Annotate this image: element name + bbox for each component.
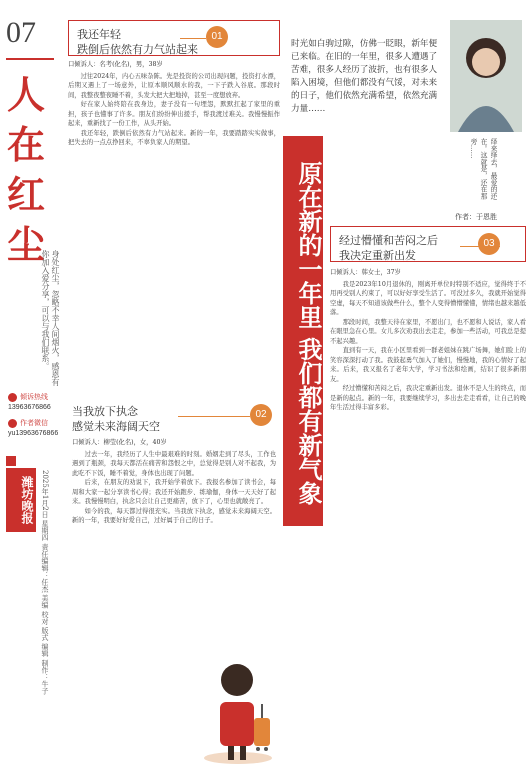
wechat-label: 作者微信	[20, 419, 48, 427]
title-rule	[178, 416, 250, 417]
phone-icon	[8, 393, 17, 402]
wechat-id: yu13963676866	[8, 430, 59, 437]
column-motto: 身处红尘，忽略不幸人间烟火，感恩有你加入爱分享，可以与我们联系。	[41, 250, 60, 386]
article-badge: 03	[478, 233, 500, 255]
article-title: 我还年轻 跌倒后依然有力气站起来	[77, 28, 198, 56]
author-portrait-image	[450, 20, 522, 132]
article-title: 经过懵懂和苦闷之后 我决定重新出发	[339, 234, 438, 262]
newspaper-logo: 潍坊晚报	[6, 468, 36, 532]
page-credits: 2025年1月2日 星期四 责任编辑：任杰 美编 校对 版式 编辑 制作：牛子	[41, 470, 49, 695]
quote-box	[283, 28, 451, 134]
article-1-body: 口倾诉人：名考(化名)，男，38岁 过往2024年，内心五味杂陈。先是投资的公司出现问题，投资打水漂，后期又遇上了一场意外，让原本顺风顺水的我，一下子跌入谷底。那段时间，我整夜整夜睡不着，头发大把大把地掉，甚至一度想放弃。 好在家人始终陪在我身边，妻子没有一句埋怨，默默扛起了家里的重担，孩子也懂事了许多。朋友们纷纷伸出援手，帮我渡过难关。我慢慢振作起来，重新找了一份工作，从头开始。 我还年轻，跌倒后依然有力气站起来。新的一年，我要踏踏实实做事，把失去的一点点挣回来，不辜负家人的期望。	[68, 61, 280, 146]
hotline-label: 倾诉热线	[20, 393, 48, 401]
article-title: 当我放下执念 感觉未来海阔天空	[72, 405, 160, 433]
column-title-char: 红	[6, 172, 45, 217]
page-number: 07	[6, 16, 36, 49]
article-1-title-box	[68, 20, 280, 56]
quote-text: 时光如白驹过隙，仿佛一眨眼，新年便已来临。在旧的一年里，很多人遭遇了苦难，很多人经历了波折，也有很多人陷入困境，但他们都没有气馁，对未来的日子，他们依然充满希望，依然充满力量……	[291, 39, 438, 114]
headline-banner	[283, 136, 323, 526]
author-photo	[450, 20, 522, 132]
contact-block	[8, 392, 62, 444]
author-name: 作者：于恩胜	[455, 213, 497, 221]
girl-with-suitcase-illustration	[198, 642, 276, 766]
article-byline: 口倾诉人：柳莹(化名)，女，40岁	[72, 439, 167, 446]
hotline-number: 13963676866	[8, 404, 51, 411]
left-sidebar	[0, 0, 62, 782]
newspaper-logo-icon	[6, 456, 16, 466]
article-2-body: 口倾诉人：柳莹(化名)，女，40岁 过去一年，我经历了人生中最艰难的时刻。婚姻走到了尽头，工作也遇到了瓶颈，我每天都活在痛苦和怨恨之中，总觉得是别人对不起我，为此吃不下饭，睡不着觉，身体也出现了问题。 后来，在朋友的劝说下，我开始学着放下。我报名参加了读书会，每周和大家一起分享读书心得；我还开始跑步、练瑜伽，身体一天天好了起来。我慢慢明白，执念只会让自己更痛苦，放下了，心里也就敞亮了。 如今的我，每天都过得很充实。当我放下执念，感觉未来海阔天空。新的一年，我要好好爱自己，过好属于自己的日子。	[72, 439, 276, 524]
column-title	[4, 70, 48, 270]
article-3-body: 口倾诉人：韩女士，37岁 我是2023年10月退休的，刚离开单位时特别不适应，觉得终于不用再受别人约束了，可以好好享受生活了。可没过多久，我就开始觉得空虚，每天不知道该做些什么，整个人变得懵懵懂懂，情绪也越来越低落。 那段时间，我整天待在家里，不愿出门，也不愿和人说话，家人看在眼里急在心里。女儿多次劝我出去走走，参加一些活动，可我总是提不起兴趣。 直到有一天，我在小区里看到一群老姐妹在跳广场舞，她们脸上的笑容深深打动了我。我鼓起勇气加入了她们，慢慢地，我的心情好了起来。后来，我又报名了老年大学，学习书法和绘画，结识了很多新朋友。 经过懵懂和苦闷之后，我决定重新出发。退休不是人生的终点，而是新的起点。新的一年，我要继续学习，多出去走走看看，让自己的晚年生活过得丰富多彩。	[330, 269, 526, 411]
headline-line-2: 我们都有新气象	[294, 337, 323, 506]
photo-caption: 绎来绎去，最爱的还在。这就是，还在那旁……	[469, 138, 497, 200]
wechat-icon	[8, 419, 17, 428]
article-byline: 口倾诉人：韩女士，37岁	[330, 269, 401, 276]
page-number-rule	[6, 58, 54, 60]
article-byline: 口倾诉人：名考(化名)，男，38岁	[68, 61, 163, 68]
article-2	[68, 392, 280, 782]
column-title-char: 尘	[6, 222, 45, 267]
article-badge: 01	[206, 26, 228, 48]
column-title-char: 在	[6, 122, 45, 167]
article-badge: 02	[250, 404, 272, 426]
title-rule	[180, 38, 206, 39]
headline-line-1: 原在新的一年里	[294, 160, 323, 329]
column-title-char: 人	[6, 72, 45, 117]
